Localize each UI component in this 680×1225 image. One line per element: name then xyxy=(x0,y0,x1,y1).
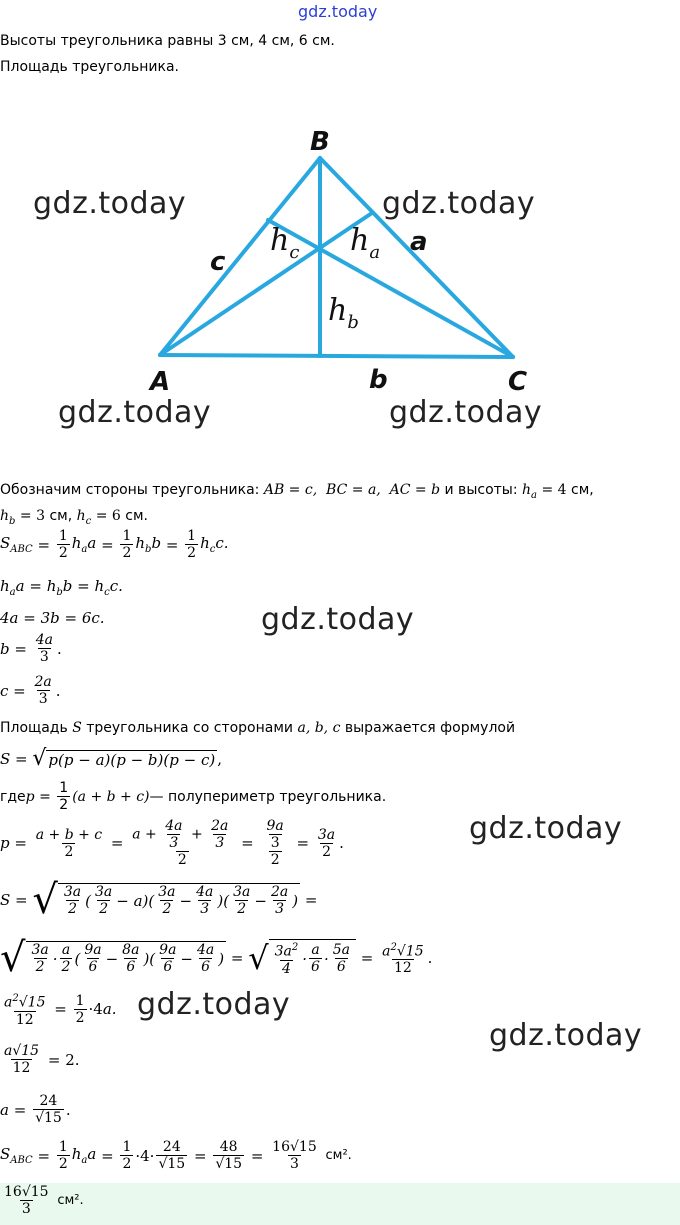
triangle-figure xyxy=(0,110,680,440)
area-formula: $S_{ABC}$ = $\frac{1}{2}$ $h_aa$ = $\frac{1}{2}$ $h_bb$ = $\frac{1}{2}$ $h_cc$. xyxy=(0,528,229,561)
problem-line-2: Площадь треугольника. xyxy=(0,59,179,75)
heron-formula: S = √ p(p − a)(p − b)(p − c) , xyxy=(0,746,222,771)
notation-line-2: $h_b = 3$ см, $h_c = 6$ см. xyxy=(0,508,148,527)
watermark: gdz.today xyxy=(261,602,415,637)
watermark: gdz.today xyxy=(33,186,187,221)
label-hc: $h_c$ xyxy=(270,223,300,263)
problem-line-1: Высоты треугольника равны 3 см, 4 см, 6 см. xyxy=(0,33,335,49)
watermark: gdz.today xyxy=(137,987,291,1022)
a-equation: $\frac{a√15}{12}$ = 2. xyxy=(4,1043,80,1076)
a-value: a = $\frac{24}{√15}$ . xyxy=(0,1093,71,1126)
area-final-computation: $S_{ABC}$ = $\frac{1}{2}$ $h_aa$ = $\frac{1}{2}$ ·4· $\frac{24}{√15}$ = $\frac{48}{√15}$ = $\frac{16√15}{3}$ см². xyxy=(0,1139,352,1172)
label-hb: $h_b$ xyxy=(328,293,359,333)
s-substitution: S = √ $\frac{3a}{2}$ ( $\frac{3a}{2}$ − a)( $\frac{3a}{2}$ − $\frac{4a}{3}$ )( $\frac{3a}{2}$ − $\frac{2a}{3}$ ) = xyxy=(0,877,318,923)
answer-line: $\frac{16√15}{3}$ см². xyxy=(4,1184,84,1217)
heron-intro: Площадь S треугольника со сторонами a, b, c выражается формулой xyxy=(0,720,516,736)
watermark: gdz.today xyxy=(389,395,543,430)
c-expression: c = $\frac{2a}{3}$ . xyxy=(0,674,61,707)
altitude-hc xyxy=(268,220,513,357)
watermark: gdz.today xyxy=(469,811,623,846)
side-label-b: b xyxy=(369,365,388,395)
area-equation: $\frac{a^2√15}{12}$ = $\frac{1}{2}$ · 4 a. xyxy=(4,992,117,1028)
equality-numbers: 4a = 3b = 6c. xyxy=(0,609,105,627)
side-label-a: a xyxy=(410,227,428,257)
altitude-ha xyxy=(160,213,372,355)
s-simplify: √ $\frac{3a}{2}$ · $\frac{a}{2}$ ( $\frac{9a}{6}$ − $\frac{8a}{6}$ )( $\frac{9a}{6}$ − $\frac{4a}{6}$ ) = √ $\frac{3a^2}{4}$ · $\frac{a}{6}$ · $\frac{5a}{6}$ = $\frac{a^2√15}{12}$ . xyxy=(0,935,433,981)
answer-box xyxy=(0,1183,680,1225)
watermark: gdz.today xyxy=(382,186,536,221)
b-expression: b = $\frac{4a}{3}$ . xyxy=(0,632,62,665)
semiperimeter-line: где p = $\frac{1}{2}$ (a + b + c) — полупериметр треугольника. xyxy=(0,780,387,813)
vertex-label-a: A xyxy=(150,367,171,397)
header-watermark: gdz.today xyxy=(298,2,378,21)
vertex-label-c: C xyxy=(508,367,528,397)
watermark: gdz.today xyxy=(489,1018,643,1053)
watermark: gdz.today xyxy=(58,395,212,430)
side-label-c: c xyxy=(210,247,226,277)
label-ha: $h_a$ xyxy=(350,223,381,263)
notation-line: Обозначим стороны треугольника: AB = c, BC = a, AC = b и высоты: $h_a = 4$ см, xyxy=(0,482,594,501)
p-computation: p = $\frac{a + b + c}{2}$ = a + $\frac{4a}{3}$ + $\frac{2a}{3}$ 2 = $\frac{\frac{9a}{3}}{2}$ = $\frac{3a}{2}$ . xyxy=(0,818,344,868)
side-ac xyxy=(160,355,513,357)
equality-line: $h_aa = h_bb = h_cc$. xyxy=(0,577,123,598)
vertex-label-b: B xyxy=(310,127,330,157)
